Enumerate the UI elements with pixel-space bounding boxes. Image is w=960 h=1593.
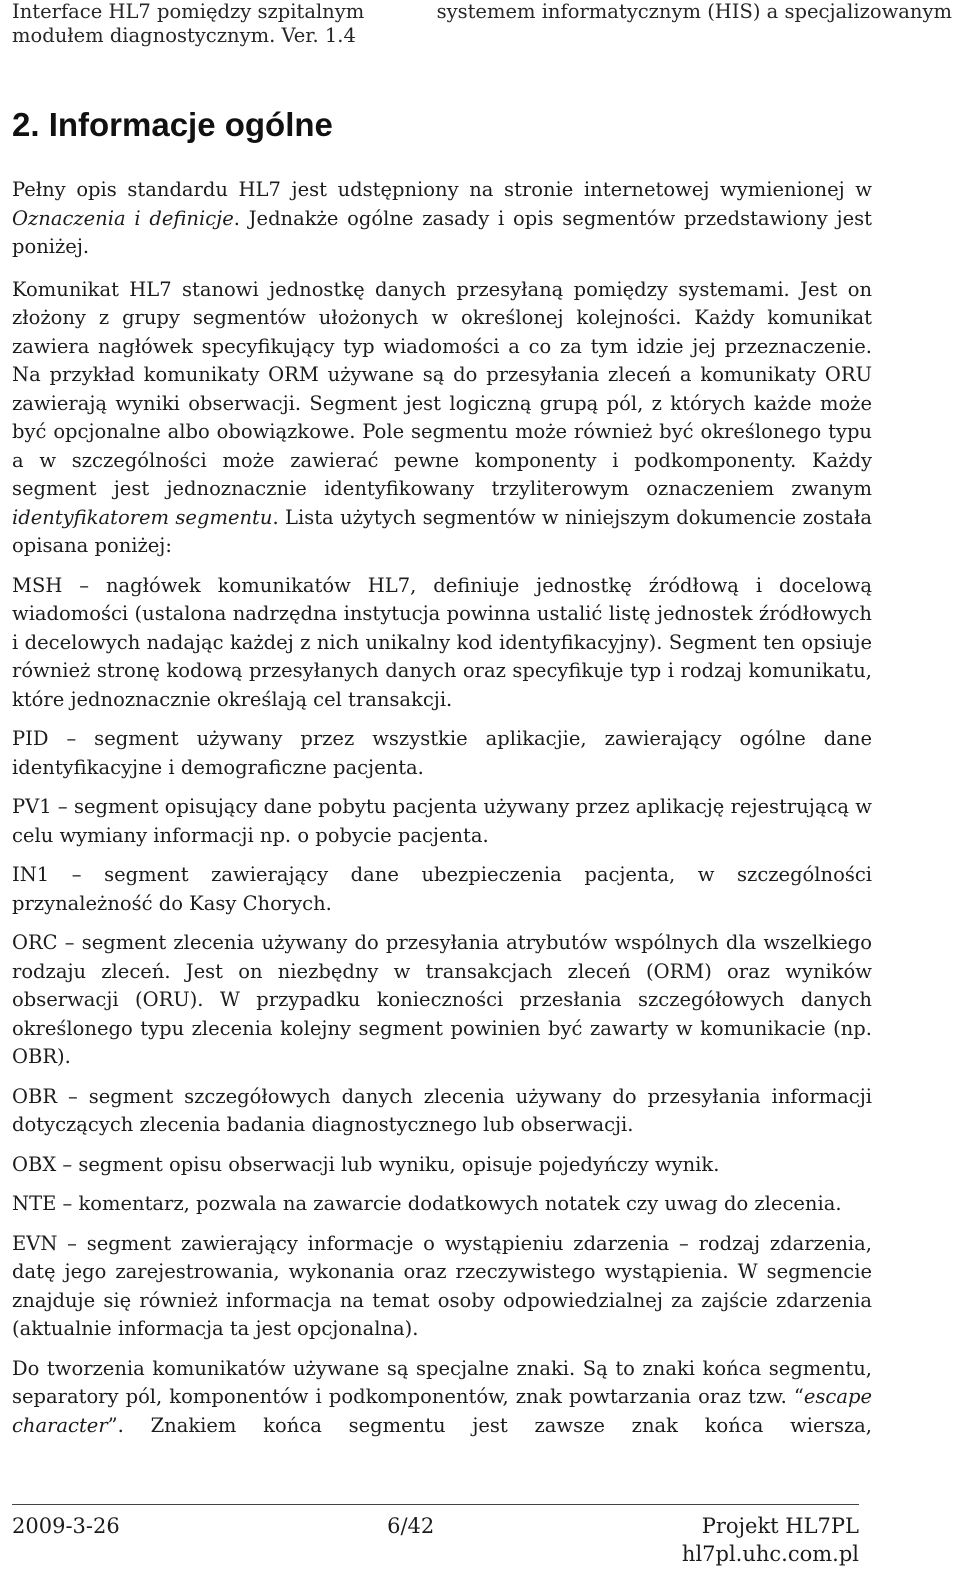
- section-heading: 2. Informacje ogólne: [12, 106, 333, 143]
- header-title-left: Interface HL7 pomiędzy szpitalnym: [12, 0, 365, 23]
- document-body: [12, 176, 872, 1451]
- emphasis-escape-character: escape character: [12, 1385, 872, 1437]
- footer-divider: [12, 1504, 859, 1505]
- header-title-line2: modułem diagnostycznym. Ver. 1.4: [12, 24, 356, 47]
- footer-date: 2009-3-26: [12, 1514, 120, 1538]
- paragraph-special-characters: Do tworzenia komunikatów używane są specjalne znaki. Są to znaki końca segmentu, separatory pól, komponentów i podkomponentów, znak powtarzania oraz tzw. “escape character”. Znakiem końca segmentu jest zawsze znak końca wiersza,: [12, 1356, 872, 1437]
- footer-project: Projekt HL7PL: [701, 1514, 859, 1538]
- segment-obr: OBR – segment szczegółowych danych zlecenia używany do przesyłania informacji dotyczących zlecenia badania diagnostycznego lub obserwacji.: [12, 1084, 872, 1136]
- running-header: [12, 0, 952, 48]
- segment-msh: MSH – nagłówek komunikatów HL7, definiuje jednostkę źródłową i docelową wiadomości (ustalona nadrzędna instytucja powinna ustalić listę jednostek źródłowych i decelowych nadając każdej z nich unikalny kod identyfikacyjny). Segment ten opsiuje również stronę kodową przesyłanych danych oraz specyfikuje typ i rodzaj komunikatu, które jednoznacznie określają cel transakcji.: [12, 573, 872, 711]
- segment-pv1: PV1 – segment opisujący dane pobytu pacjenta używany przez aplikację rejestrującą w celu wymiany informacji np. o pobycie pacjenta.: [12, 795, 872, 847]
- footer-website: hl7pl.uhc.com.pl: [681, 1542, 859, 1566]
- segment-obx: OBX – segment opisu obserwacji lub wyniku, opisuje pojedyńczy wynik.: [12, 1152, 720, 1176]
- header-title-right: systemem informatycznym (HIS) a specjalizowanym: [436, 0, 952, 23]
- emphasis-segment-identifier: identyfikatorem segmentu: [12, 505, 273, 529]
- segment-in1: IN1 – segment zawierający dane ubezpieczenia pacjenta, w szczególności przynależność do Kasy Chorych.: [12, 863, 872, 915]
- segment-evn: EVN – segment zawierający informacje o wystąpieniu zdarzenia – rodzaj zdarzenia, datę jego zarejestrowania, wykonania oraz rzeczywistego wystąpienia. W segmencie znajduje się również informacja na temat osoby odpowiedzialnej za zajście zdarzenia (aktualnie informacja ta jest opcjonalna).: [12, 1231, 872, 1340]
- segment-pid: PID – segment używany przez wszystkie aplikacjie, zawierający ogólne dane identyfikacyjne i demograficzne pacjenta.: [12, 727, 872, 779]
- segment-nte: NTE – komentarz, pozwala na zawarcie dodatkowych notatek czy uwag do zlecenia.: [12, 1192, 842, 1215]
- paragraph-message-description: Komunikat HL7 stanowi jednostkę danych przesyłaną pomiędzy systemami. Jest on złożony z grupy segmentów ułożonych w określonej kolejności. Każdy komunikat zawiera nagłówek specyfikujący typ wiadomości a co za tym idzie jej przeznaczenie. Na przykład komunikaty ORM używane są do przesyłania zleceń a komunikaty ORU zawierają wyniki obserwacji. Segment jest logiczną grupą pól, z których każde może być opcjonalne albo obowiązkowe. Pole segmentu może również być określonego typu a w szczególności może zawierać pewne komponenty i podkomponenty. Każdy segment jest jednoznacznie identyfikowany trzyliterowym oznaczeniem zwanym identyfikatorem segmentu. Lista użytych segmentów w niniejszym dokumencie została opisana poniżej:: [12, 277, 872, 557]
- segment-orc: ORC – segment zlecenia używany do przesyłania atrybutów wspólnych dla wszelkiego rodzaju zleceń. Jest on niezbędny w transakcjach zleceń (ORM) oraz wyników obserwacji (ORU). W przypadku konieczności przesłania szczegółowych danych określonego typu zlecenia kolejny segment powinien być zawarty w komunikacie (np. OBR).: [12, 931, 872, 1068]
- emphasis-reference: Oznaczenia i definicje: [12, 206, 234, 230]
- footer-page-number: 6/42: [387, 1514, 435, 1538]
- page-footer: [12, 1512, 859, 1568]
- paragraph-intro: Pełny opis standardu HL7 jest udstępniony na stronie internetowej wymienionej w Oznaczenia i definicje. Jednakże ogólne zasady i opis segmentów przedstawiony jest poniżej.: [12, 178, 872, 258]
